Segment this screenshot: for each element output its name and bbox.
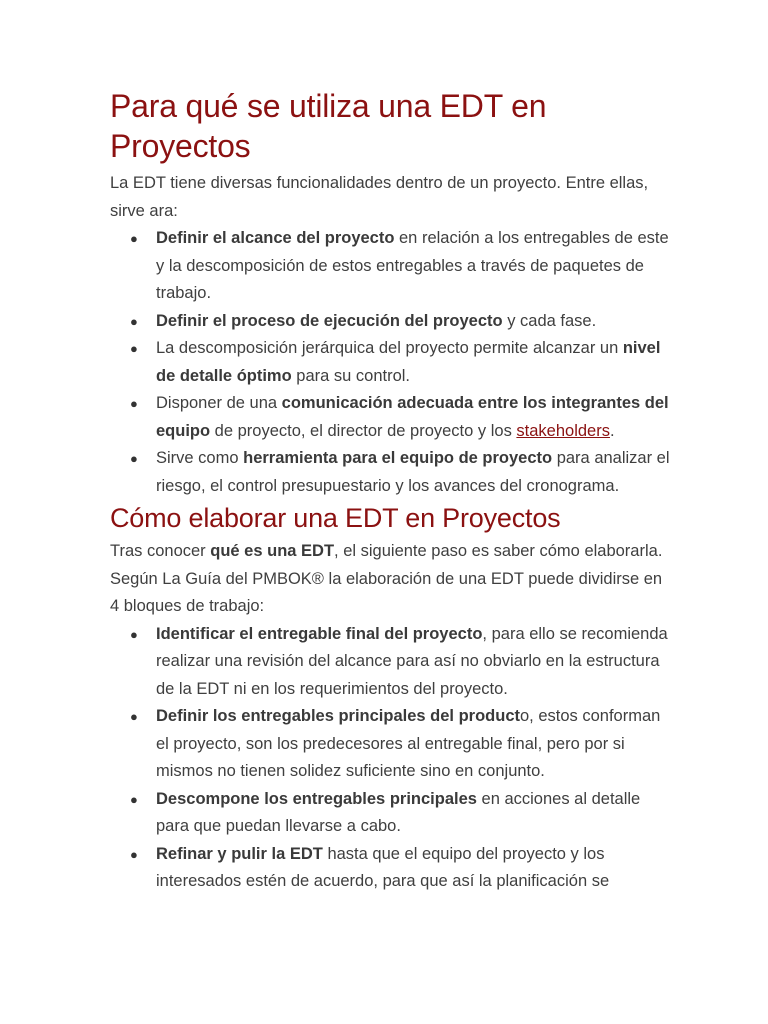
stakeholders-link[interactable]: stakeholders [516,421,610,440]
bullet-icon: ● [130,709,138,724]
list-item: ● Definir el alcance del proyecto en relación a los entregables de este y la descomposición de estos entregables a través de paquetes de trabajo. [110,225,670,308]
list-item: ● Descompone los entregables principales en acciones al detalle para que puedan llevarse a cabo. [110,786,670,841]
bullet-icon: ● [130,231,138,246]
section-title-como-elaborar: Cómo elaborar una EDT en Proyectos [110,503,561,533]
list-item: ● Disponer de una comunicación adecuada entre los integrantes del equipo de proyecto, el director de proyecto y los stakeholders. [110,390,670,445]
list-item: ● Identificar el entregable final del proyecto, para ello se recomienda realizar una revisión del alcance para así no obviarlo en la estructura de la EDT ni en los requerimientos del proyecto. [110,621,670,704]
bullet-icon: ● [130,791,138,807]
bullet-icon: ● [130,313,138,329]
list-item: ● Definir los entregables principales del producto, estos conforman el proyecto, son los predecesores al entregable final, pero por si mismos no tienen solidez suficiente sino en conjunto. [110,703,670,786]
bullet-icon: ● [130,396,138,411]
list-item: ● Refinar y pulir la EDT hasta que el equipo del proyecto y los interesados estén de acuerdo, para que así la planificación se [110,841,670,896]
document-page [110,86,670,896]
section-intro: Tras conocer qué es una EDT, el siguiente paso es saber cómo elaborarla. Según La Guía del PMBOK® la elaboración de una EDT puede dividirse en 4 bloques de trabajo: [110,542,663,615]
bullet-icon: ● [130,626,138,642]
bullet-icon: ● [130,846,138,862]
section-title-usos-edt: Para qué se utiliza una EDT en Proyectos [110,88,547,164]
section-intro: La EDT tiene diversas funcionalidades dentro de un proyecto. Entre ellas, sirve ara: [110,174,649,220]
bullet-icon: ● [130,451,138,466]
bullet-list-bloques [110,621,670,896]
bullet-icon: ● [130,341,138,356]
list-item: ● La descomposición jerárquica del proyecto permite alcanzar un nivel de detalle óptimo para su control. [110,335,670,390]
list-item: ● Definir el proceso de ejecución del proyecto y cada fase. [110,308,670,336]
bullet-list-usos [110,225,670,500]
list-item: ● Sirve como herramienta para el equipo de proyecto para analizar el riesgo, el control presupuestario y los avances del cronograma. [110,445,670,500]
